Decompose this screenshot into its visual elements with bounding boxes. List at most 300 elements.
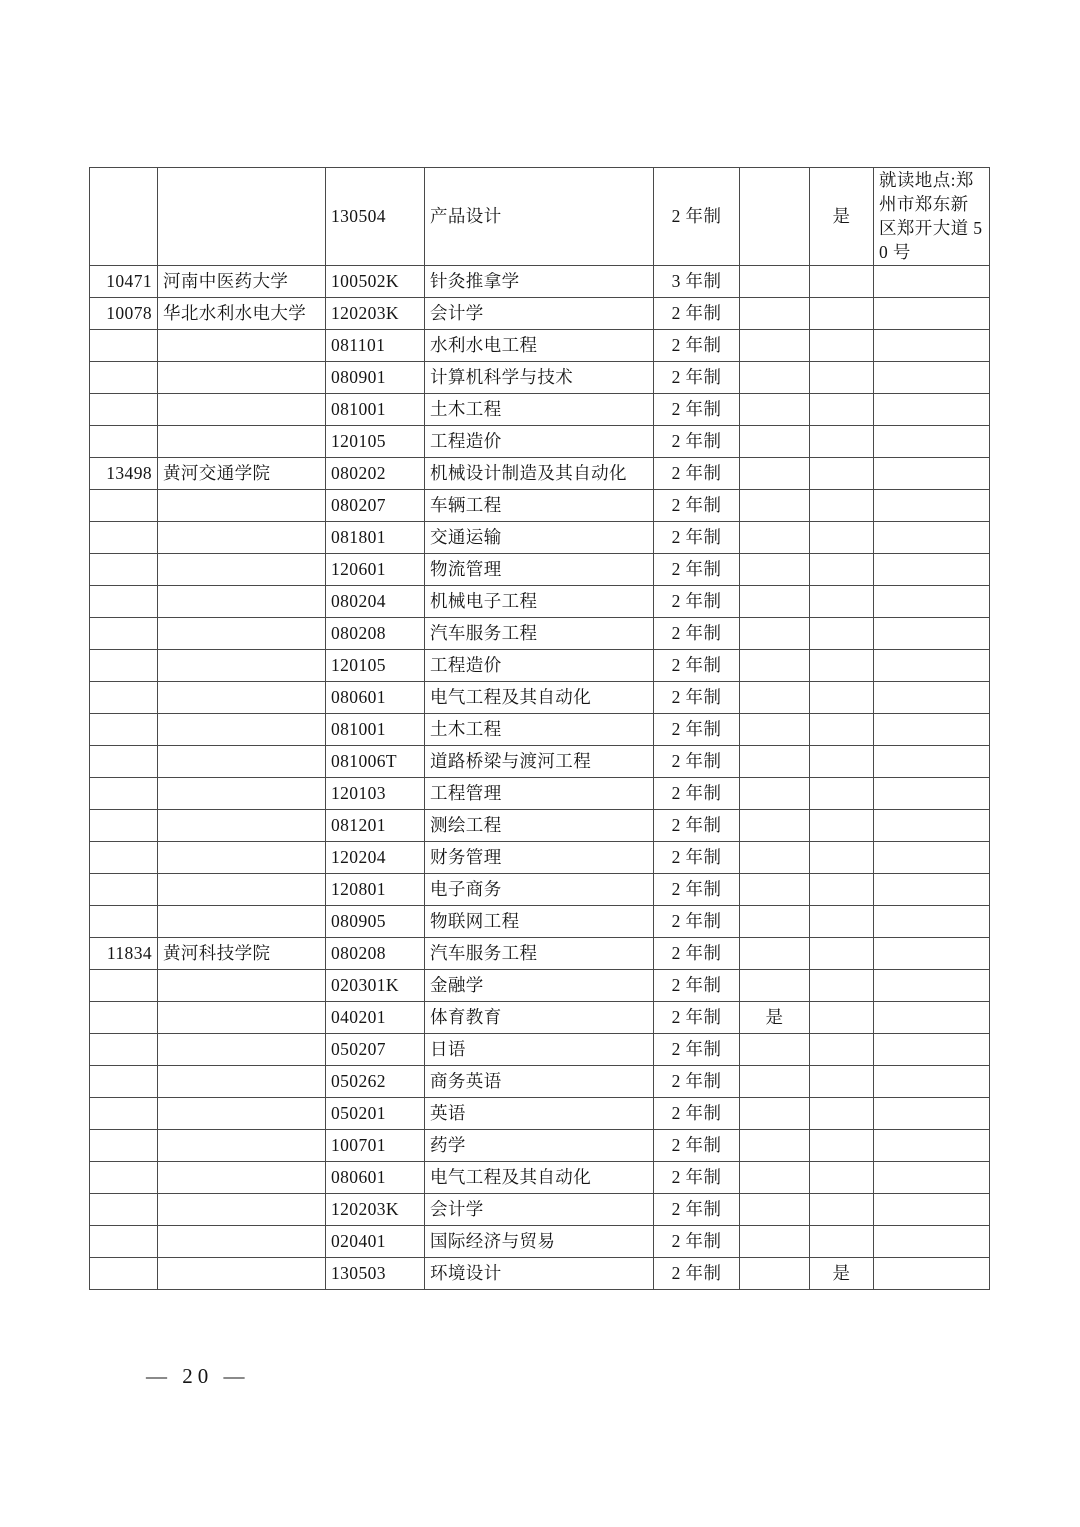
cell-flag-one xyxy=(740,265,810,297)
major-table-body xyxy=(90,168,990,1290)
cell-duration: 2 年制 xyxy=(654,745,740,777)
cell-duration: 2 年制 xyxy=(654,873,740,905)
cell-school-code xyxy=(90,393,158,425)
cell-major-code: 080204 xyxy=(326,585,425,617)
cell-flag-one xyxy=(740,521,810,553)
cell-note xyxy=(874,905,990,937)
table-row xyxy=(90,1193,990,1225)
cell-school-code: 10471 xyxy=(90,265,158,297)
cell-flag-one xyxy=(740,777,810,809)
table-row xyxy=(90,1065,990,1097)
cell-duration: 2 年制 xyxy=(654,521,740,553)
cell-school-code xyxy=(90,521,158,553)
cell-duration: 2 年制 xyxy=(654,681,740,713)
cell-major-code: 100502K xyxy=(326,265,425,297)
cell-duration: 2 年制 xyxy=(654,905,740,937)
cell-school-name xyxy=(158,425,326,457)
cell-school-code xyxy=(90,1001,158,1033)
cell-flag-one xyxy=(740,1065,810,1097)
cell-note xyxy=(874,489,990,521)
cell-major-name: 机械电子工程 xyxy=(425,585,654,617)
table-row xyxy=(90,457,990,489)
cell-flag-two xyxy=(810,969,874,1001)
cell-note xyxy=(874,809,990,841)
cell-note xyxy=(874,425,990,457)
cell-flag-one xyxy=(740,1129,810,1161)
cell-school-name xyxy=(158,1161,326,1193)
cell-duration: 2 年制 xyxy=(654,1161,740,1193)
cell-major-name: 电气工程及其自动化 xyxy=(425,681,654,713)
table-row xyxy=(90,713,990,745)
cell-school-code xyxy=(90,617,158,649)
cell-flag-one xyxy=(740,329,810,361)
cell-note xyxy=(874,713,990,745)
cell-major-code: 120203K xyxy=(326,297,425,329)
cell-major-name: 财务管理 xyxy=(425,841,654,873)
cell-flag-one xyxy=(740,649,810,681)
cell-flag-one xyxy=(740,297,810,329)
cell-major-name: 土木工程 xyxy=(425,393,654,425)
cell-major-name: 日语 xyxy=(425,1033,654,1065)
cell-school-code xyxy=(90,1033,158,1065)
cell-major-code: 081001 xyxy=(326,713,425,745)
table-row xyxy=(90,489,990,521)
cell-duration: 2 年制 xyxy=(654,297,740,329)
cell-school-code xyxy=(90,1065,158,1097)
cell-school-name xyxy=(158,1065,326,1097)
cell-flag-one xyxy=(740,681,810,713)
cell-major-code: 080901 xyxy=(326,361,425,393)
cell-duration: 2 年制 xyxy=(654,425,740,457)
cell-duration: 2 年制 xyxy=(654,969,740,1001)
cell-school-code: 13498 xyxy=(90,457,158,489)
cell-major-name: 交通运输 xyxy=(425,521,654,553)
cell-school-name: 黄河交通学院 xyxy=(158,457,326,489)
cell-note xyxy=(874,649,990,681)
table-row xyxy=(90,1033,990,1065)
cell-school-name xyxy=(158,745,326,777)
cell-note xyxy=(874,585,990,617)
cell-note xyxy=(874,265,990,297)
table-row xyxy=(90,809,990,841)
cell-duration: 2 年制 xyxy=(654,649,740,681)
cell-major-name: 计算机科学与技术 xyxy=(425,361,654,393)
cell-note xyxy=(874,1193,990,1225)
cell-note xyxy=(874,329,990,361)
cell-duration: 2 年制 xyxy=(654,1001,740,1033)
cell-school-code xyxy=(90,649,158,681)
cell-note xyxy=(874,1001,990,1033)
cell-major-name: 体育教育 xyxy=(425,1001,654,1033)
cell-school-name xyxy=(158,777,326,809)
cell-flag-two xyxy=(810,1033,874,1065)
cell-note xyxy=(874,361,990,393)
cell-note xyxy=(874,873,990,905)
cell-school-name xyxy=(158,521,326,553)
cell-school-code xyxy=(90,841,158,873)
table-row xyxy=(90,553,990,585)
cell-flag-one xyxy=(740,1161,810,1193)
cell-flag-one xyxy=(740,1257,810,1289)
cell-major-code: 081006T xyxy=(326,745,425,777)
cell-school-name xyxy=(158,649,326,681)
cell-flag-two xyxy=(810,777,874,809)
cell-flag-one xyxy=(740,1193,810,1225)
cell-flag-two xyxy=(810,713,874,745)
cell-flag-two xyxy=(810,1193,874,1225)
cell-note xyxy=(874,457,990,489)
cell-major-name: 金融学 xyxy=(425,969,654,1001)
cell-school-name xyxy=(158,1193,326,1225)
cell-major-code: 020401 xyxy=(326,1225,425,1257)
cell-school-code xyxy=(90,1193,158,1225)
cell-flag-one xyxy=(740,585,810,617)
cell-major-name: 物流管理 xyxy=(425,553,654,585)
cell-school-code xyxy=(90,905,158,937)
cell-note xyxy=(874,1033,990,1065)
cell-major-name: 水利水电工程 xyxy=(425,329,654,361)
cell-flag-two xyxy=(810,617,874,649)
cell-note xyxy=(874,393,990,425)
table-row xyxy=(90,777,990,809)
cell-duration: 2 年制 xyxy=(654,777,740,809)
cell-school-name xyxy=(158,553,326,585)
cell-major-name: 汽车服务工程 xyxy=(425,937,654,969)
cell-major-code: 130503 xyxy=(326,1257,425,1289)
cell-school-code xyxy=(90,361,158,393)
cell-flag-two xyxy=(810,265,874,297)
cell-major-code: 080601 xyxy=(326,1161,425,1193)
cell-flag-two xyxy=(810,297,874,329)
cell-school-code xyxy=(90,1129,158,1161)
cell-school-name xyxy=(158,168,326,266)
cell-school-name xyxy=(158,585,326,617)
cell-duration: 2 年制 xyxy=(654,841,740,873)
table-row xyxy=(90,1097,990,1129)
cell-school-name: 河南中医药大学 xyxy=(158,265,326,297)
cell-flag-two xyxy=(810,457,874,489)
cell-flag-one xyxy=(740,745,810,777)
cell-school-code xyxy=(90,745,158,777)
cell-school-code: 10078 xyxy=(90,297,158,329)
cell-flag-two xyxy=(810,745,874,777)
table-row xyxy=(90,1257,990,1289)
table-row xyxy=(90,1225,990,1257)
cell-flag-two xyxy=(810,393,874,425)
cell-flag-two xyxy=(810,681,874,713)
cell-note xyxy=(874,777,990,809)
cell-major-code: 050201 xyxy=(326,1097,425,1129)
cell-duration: 2 年制 xyxy=(654,585,740,617)
cell-major-name: 英语 xyxy=(425,1097,654,1129)
cell-school-name xyxy=(158,1129,326,1161)
table-row xyxy=(90,393,990,425)
cell-school-name xyxy=(158,1225,326,1257)
cell-flag-one xyxy=(740,553,810,585)
cell-flag-two xyxy=(810,1065,874,1097)
cell-school-code xyxy=(90,1257,158,1289)
cell-major-code: 080905 xyxy=(326,905,425,937)
cell-flag-one xyxy=(740,457,810,489)
cell-flag-two xyxy=(810,1001,874,1033)
cell-note xyxy=(874,969,990,1001)
cell-flag-two xyxy=(810,585,874,617)
cell-major-code: 081801 xyxy=(326,521,425,553)
cell-school-code xyxy=(90,969,158,1001)
cell-major-name: 电气工程及其自动化 xyxy=(425,1161,654,1193)
cell-note xyxy=(874,841,990,873)
cell-flag-one: 是 xyxy=(740,1001,810,1033)
cell-note xyxy=(874,1225,990,1257)
cell-major-code: 080207 xyxy=(326,489,425,521)
cell-flag-two xyxy=(810,841,874,873)
cell-school-code xyxy=(90,1097,158,1129)
cell-duration: 2 年制 xyxy=(654,553,740,585)
cell-duration: 2 年制 xyxy=(654,489,740,521)
cell-flag-two xyxy=(810,361,874,393)
table-row xyxy=(90,905,990,937)
cell-major-name: 环境设计 xyxy=(425,1257,654,1289)
cell-major-name: 商务英语 xyxy=(425,1065,654,1097)
cell-school-code xyxy=(90,681,158,713)
cell-major-code: 080601 xyxy=(326,681,425,713)
cell-major-name: 测绘工程 xyxy=(425,809,654,841)
cell-school-name xyxy=(158,617,326,649)
cell-major-code: 130504 xyxy=(326,168,425,266)
table-row xyxy=(90,617,990,649)
table-row xyxy=(90,361,990,393)
cell-flag-one xyxy=(740,489,810,521)
cell-flag-one xyxy=(740,1097,810,1129)
cell-duration: 2 年制 xyxy=(654,1129,740,1161)
cell-flag-one xyxy=(740,713,810,745)
cell-note xyxy=(874,1097,990,1129)
cell-flag-two xyxy=(810,521,874,553)
cell-flag-one xyxy=(740,1033,810,1065)
table-row xyxy=(90,297,990,329)
cell-note xyxy=(874,521,990,553)
table-row xyxy=(90,969,990,1001)
cell-major-name: 工程造价 xyxy=(425,649,654,681)
table-row xyxy=(90,329,990,361)
cell-flag-one xyxy=(740,425,810,457)
cell-major-code: 100701 xyxy=(326,1129,425,1161)
cell-note xyxy=(874,297,990,329)
cell-major-name: 针灸推拿学 xyxy=(425,265,654,297)
cell-note xyxy=(874,745,990,777)
cell-school-code xyxy=(90,713,158,745)
cell-flag-two: 是 xyxy=(810,168,874,266)
table-row xyxy=(90,168,990,266)
cell-school-name xyxy=(158,1257,326,1289)
cell-school-name xyxy=(158,905,326,937)
major-table-container xyxy=(89,167,989,1290)
table-row xyxy=(90,585,990,617)
cell-flag-one xyxy=(740,841,810,873)
cell-school-code xyxy=(90,168,158,266)
cell-major-name: 电子商务 xyxy=(425,873,654,905)
cell-major-code: 050262 xyxy=(326,1065,425,1097)
cell-major-name: 会计学 xyxy=(425,1193,654,1225)
cell-school-name xyxy=(158,681,326,713)
page-number: — 20 — xyxy=(146,1364,250,1388)
cell-flag-two xyxy=(810,329,874,361)
cell-note xyxy=(874,681,990,713)
cell-school-code xyxy=(90,489,158,521)
cell-flag-two xyxy=(810,1097,874,1129)
cell-note xyxy=(874,617,990,649)
cell-school-code xyxy=(90,553,158,585)
cell-school-code xyxy=(90,777,158,809)
cell-school-name xyxy=(158,969,326,1001)
cell-major-name: 土木工程 xyxy=(425,713,654,745)
cell-major-name: 汽车服务工程 xyxy=(425,617,654,649)
table-row xyxy=(90,1001,990,1033)
cell-major-name: 药学 xyxy=(425,1129,654,1161)
cell-duration: 2 年制 xyxy=(654,809,740,841)
cell-major-code: 120103 xyxy=(326,777,425,809)
cell-flag-two: 是 xyxy=(810,1257,874,1289)
table-row xyxy=(90,937,990,969)
cell-major-name: 产品设计 xyxy=(425,168,654,266)
cell-duration: 2 年制 xyxy=(654,1097,740,1129)
cell-note xyxy=(874,937,990,969)
major-table xyxy=(89,167,990,1290)
cell-note xyxy=(874,1129,990,1161)
cell-school-code xyxy=(90,1225,158,1257)
cell-duration: 2 年制 xyxy=(654,168,740,266)
cell-major-code: 040201 xyxy=(326,1001,425,1033)
table-row xyxy=(90,873,990,905)
cell-flag-one xyxy=(740,393,810,425)
cell-flag-one xyxy=(740,969,810,1001)
cell-major-code: 120105 xyxy=(326,425,425,457)
table-row xyxy=(90,649,990,681)
cell-note xyxy=(874,1257,990,1289)
cell-flag-two xyxy=(810,937,874,969)
cell-school-name xyxy=(158,841,326,873)
cell-flag-two xyxy=(810,553,874,585)
cell-note xyxy=(874,1065,990,1097)
table-row xyxy=(90,521,990,553)
cell-duration: 2 年制 xyxy=(654,1225,740,1257)
cell-major-code: 081001 xyxy=(326,393,425,425)
cell-school-code xyxy=(90,1161,158,1193)
cell-flag-two xyxy=(810,1129,874,1161)
cell-school-name xyxy=(158,1001,326,1033)
cell-major-code: 080208 xyxy=(326,617,425,649)
cell-note xyxy=(874,553,990,585)
table-row xyxy=(90,1161,990,1193)
cell-duration: 2 年制 xyxy=(654,617,740,649)
cell-duration: 3 年制 xyxy=(654,265,740,297)
cell-major-code: 120601 xyxy=(326,553,425,585)
cell-flag-two xyxy=(810,425,874,457)
cell-major-name: 车辆工程 xyxy=(425,489,654,521)
cell-flag-two xyxy=(810,489,874,521)
cell-flag-two xyxy=(810,905,874,937)
cell-duration: 2 年制 xyxy=(654,937,740,969)
cell-major-name: 道路桥梁与渡河工程 xyxy=(425,745,654,777)
cell-flag-one xyxy=(740,937,810,969)
cell-duration: 2 年制 xyxy=(654,1257,740,1289)
cell-duration: 2 年制 xyxy=(654,393,740,425)
table-row xyxy=(90,681,990,713)
cell-flag-one xyxy=(740,873,810,905)
table-row xyxy=(90,1129,990,1161)
cell-school-code xyxy=(90,425,158,457)
cell-school-code xyxy=(90,809,158,841)
cell-duration: 2 年制 xyxy=(654,1065,740,1097)
cell-school-code xyxy=(90,329,158,361)
cell-school-name xyxy=(158,361,326,393)
cell-school-name xyxy=(158,873,326,905)
cell-major-name: 物联网工程 xyxy=(425,905,654,937)
cell-school-code xyxy=(90,585,158,617)
cell-school-name xyxy=(158,329,326,361)
table-row xyxy=(90,265,990,297)
cell-flag-one xyxy=(740,809,810,841)
cell-duration: 2 年制 xyxy=(654,713,740,745)
cell-school-name xyxy=(158,809,326,841)
cell-duration: 2 年制 xyxy=(654,329,740,361)
cell-major-code: 081201 xyxy=(326,809,425,841)
cell-flag-one xyxy=(740,168,810,266)
cell-school-name xyxy=(158,489,326,521)
cell-duration: 2 年制 xyxy=(654,457,740,489)
cell-duration: 2 年制 xyxy=(654,361,740,393)
cell-major-code: 080202 xyxy=(326,457,425,489)
cell-major-name: 会计学 xyxy=(425,297,654,329)
cell-major-code: 080208 xyxy=(326,937,425,969)
cell-school-code: 11834 xyxy=(90,937,158,969)
cell-school-code xyxy=(90,873,158,905)
table-row xyxy=(90,745,990,777)
cell-major-name: 工程造价 xyxy=(425,425,654,457)
cell-school-name xyxy=(158,713,326,745)
cell-note: 就读地点:郑州市郑东新区郑开大道 50 号 xyxy=(874,168,990,266)
cell-major-name: 机械设计制造及其自动化 xyxy=(425,457,654,489)
table-row xyxy=(90,425,990,457)
cell-major-name: 国际经济与贸易 xyxy=(425,1225,654,1257)
cell-major-code: 120801 xyxy=(326,873,425,905)
cell-major-code: 081101 xyxy=(326,329,425,361)
cell-duration: 2 年制 xyxy=(654,1033,740,1065)
cell-flag-one xyxy=(740,1225,810,1257)
cell-flag-one xyxy=(740,617,810,649)
cell-school-name: 黄河科技学院 xyxy=(158,937,326,969)
cell-major-name: 工程管理 xyxy=(425,777,654,809)
cell-duration: 2 年制 xyxy=(654,1193,740,1225)
cell-flag-two xyxy=(810,873,874,905)
cell-flag-two xyxy=(810,649,874,681)
cell-flag-two xyxy=(810,1225,874,1257)
cell-school-name xyxy=(158,1033,326,1065)
table-row xyxy=(90,841,990,873)
cell-major-code: 120105 xyxy=(326,649,425,681)
cell-flag-two xyxy=(810,1161,874,1193)
cell-school-name: 华北水利水电大学 xyxy=(158,297,326,329)
cell-school-name xyxy=(158,1097,326,1129)
cell-major-code: 120203K xyxy=(326,1193,425,1225)
cell-flag-one xyxy=(740,905,810,937)
cell-flag-one xyxy=(740,361,810,393)
cell-school-name xyxy=(158,393,326,425)
cell-flag-two xyxy=(810,809,874,841)
cell-major-code: 020301K xyxy=(326,969,425,1001)
cell-major-code: 120204 xyxy=(326,841,425,873)
cell-major-code: 050207 xyxy=(326,1033,425,1065)
